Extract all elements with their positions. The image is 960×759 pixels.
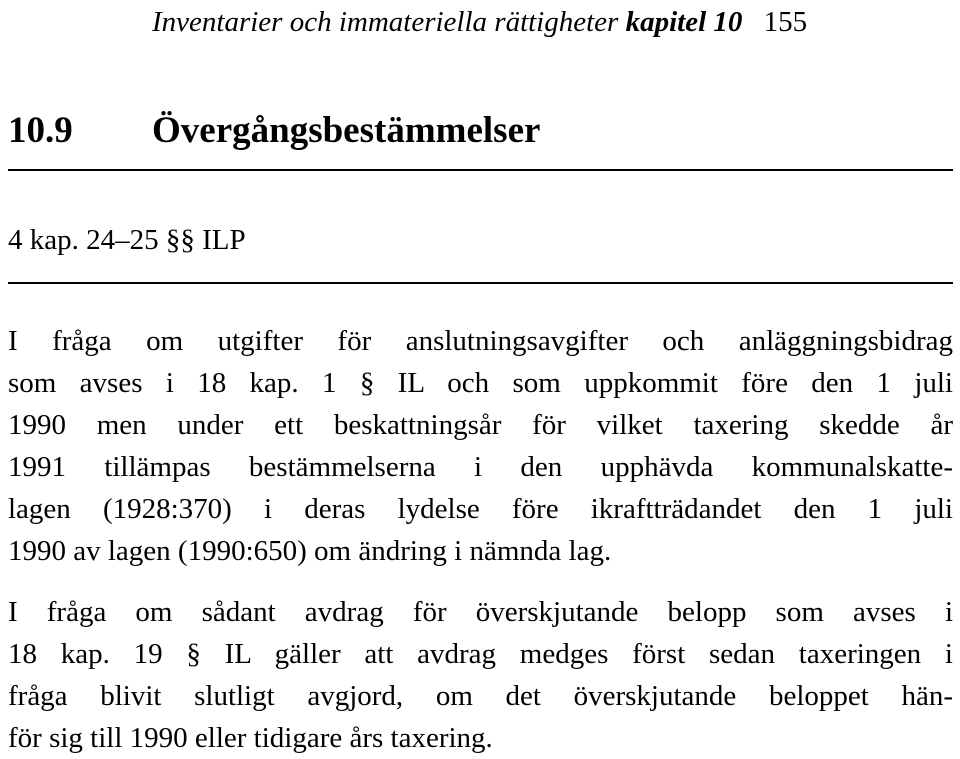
paragraph-line: I fråga om utgifter för anslutningsavgifter och anläggningsbidrag <box>8 325 953 357</box>
paragraph-line: I fråga om sådant avdrag för överskjutande belopp som avses i <box>8 596 953 628</box>
top-rule <box>8 169 953 171</box>
page-number: 155 <box>763 6 808 38</box>
paragraph-2 <box>8 591 953 759</box>
paragraph-line: 18 kap. 19 § IL gäller att avdrag medges först sedan taxeringen i <box>8 638 953 670</box>
section-title: Övergångsbestämmelser <box>152 110 541 151</box>
running-head <box>152 2 952 42</box>
paragraph-line: som avses i 18 kap. 1 § IL och som uppkommit före den 1 juli <box>8 367 953 399</box>
paragraph-line: fråga blivit slutligt avgjord, om det överskjutande beloppet hän- <box>8 680 953 712</box>
running-head-chapter-label: kapitel 10 <box>625 6 743 38</box>
section-heading <box>8 106 540 156</box>
paragraph-1 <box>8 320 953 572</box>
paragraph-line: lagen (1928:370) i deras lydelse före ikraftträdandet den 1 juli <box>8 493 953 525</box>
section-number: 10.9 <box>8 110 73 151</box>
running-head-section-title: Inventarier och immateriella rättigheter <box>152 6 619 38</box>
paragraph-line: 1990 av lagen (1990:650) om ändring i nämnda lag. <box>8 535 612 567</box>
paragraph-line: 1991 tillämpas bestämmelserna i den upphävda kommunalskatte- <box>8 451 953 483</box>
paragraph-line: för sig till 1990 eller tidigare års taxering. <box>8 722 493 754</box>
bottom-rule <box>8 282 953 284</box>
paragraph-line: 1990 men under ett beskattningsår för vilket taxering skedde år <box>8 409 953 441</box>
legal-reference: 4 kap. 24–25 §§ ILP <box>8 224 246 256</box>
